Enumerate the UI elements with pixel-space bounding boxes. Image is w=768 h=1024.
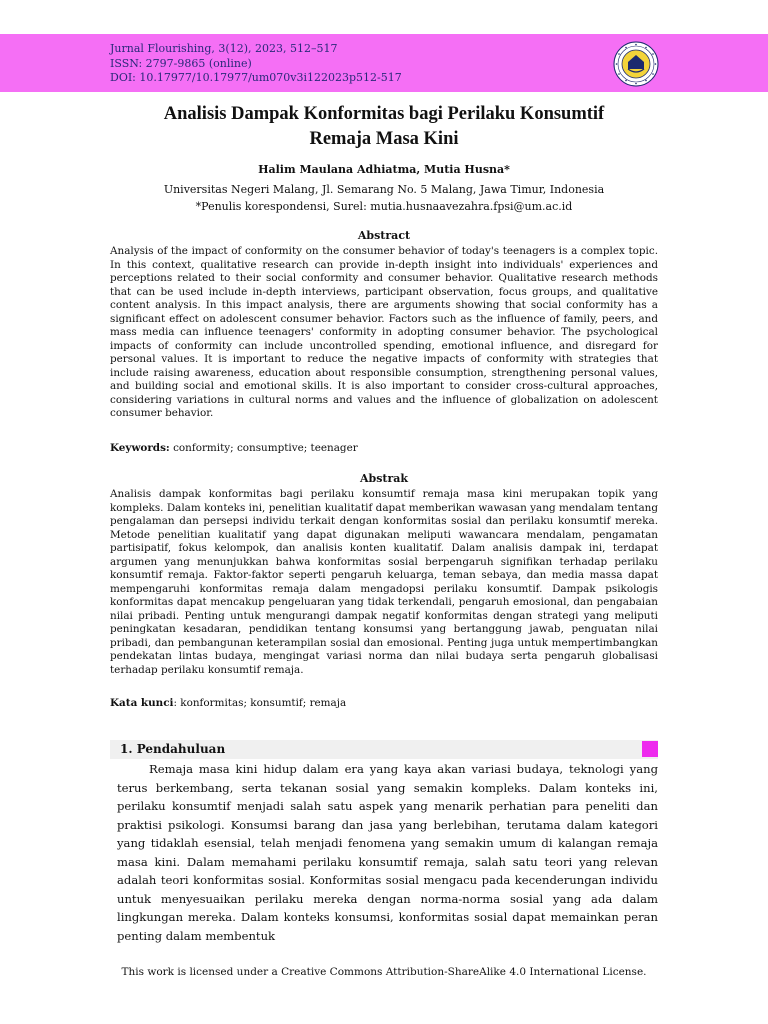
keywords-values: conformity; consumptive; teenager (173, 442, 358, 454)
intro-paragraph: Remaja masa kini hidup dalam era yang kaya akan variasi budaya, teknologi yang terus berkembang, serta tekanan sosial yang semakin kompleks. Dalam konteks ini, perilaku konsumtif menjadi salah satu aspek yang menarik perhatian para peneliti dan praktisi psikologi. Konsumsi barang dan jasa yang berlebihan, terutama dalam kategori yang tidaklah esensial, telah menjadi fenomena yang semakin umum di kalangan remaja masa kini. Dalam memahami perilaku konsumtif remaja, salah satu teori yang relevan adalah teori konformitas sosial. Konformitas sosial mengacu pada kecenderungan individu untuk menyesuaikan perilaku mereka dengan norma-norma sosial yang ada dalam lingkungan mereka. Dalam konteks konsumsi, konformitas sosial dapat memainkan peran penting dalam membentuk (117, 762, 658, 943)
affiliation-block (0, 181, 768, 215)
journal-citation: Jurnal Flourishing, 3(12), 2023, 512–517 (110, 42, 338, 55)
paper-title (0, 102, 768, 152)
paper-title-line-2: Remaja Masa Kini (309, 129, 459, 149)
journal-info (110, 42, 402, 86)
section-heading-pendahuluan: 1. Pendahuluan (120, 742, 226, 756)
affiliation: Universitas Negeri Malang, Jl. Semarang No. 5 Malang, Jawa Timur, Indonesia (163, 183, 605, 196)
authors: Halim Maulana Adhiatma, Mutia Husna* (258, 163, 510, 176)
abstrak-heading: Abstrak (359, 472, 409, 485)
abstract-text: Analysis of the impact of conformity on the consumer behavior of today's teenagers is a complex topic. In this context, qualitative research can provide in-depth insight into individuals' experiences and perceptions related to their social conformity and consumer behavior. Qualitative research methods that can be used include in-depth interviews, participant observation, focus groups, and qualitative content analysis. In this impact analysis, there are arguments showing that social conformity has a significant effect on adolescent consumer behavior. Factors such as the influence of family, peers, and mass media can influence teenagers' conformity in adopting consumer behavior. The psychological impacts of conformity can include uncontrolled spending, emotional influence, and disregard for personal values. It is important to reduce the negative impacts of conformity with strategies that include raising awareness, education about responsible consumption, strengthening personal values, and building social and emotional skills. It is also important to consider cross-cultural approaches, considering variations in cultural norms and values and the influence of globalization on adolescent consumer behavior. (110, 245, 658, 419)
abstrak-text: Analisis dampak konformitas bagi perilaku konsumtif remaja masa kini merupakan topik yang kompleks. Dalam konteks ini, penelitian kualitatif dapat memberikan wawasan yang mendalam tentang pengalaman dan persepsi individu terkait dengan konformitas sosial dan perilaku konsumtif mereka. Metode penelitian kualitatif yang dapat digunakan meliputi wawancara mendalam, pengamatan partisipatif, fokus kelompok, dan analisis konten kualitatif. Dalam analisis dampak ini, terdapat argumen yang menunjukkan bahwa konformitas sosial berpengaruh signifikan terhadap perilaku konsumtif remaja. Faktor-faktor seperti pengaruh keluarga, teman sebaya, dan media massa dapat mempengaruhi konformitas remaja dalam mengadopsi perilaku konsumtif. Dampak psikologis konformitas dapat mencakup pengeluaran yang tidak terkendali, pengaruh emosional, dan pengabaian nilai pribadi. Penting untuk mengurangi dampak negatif konformitas dengan strategi yang meliputi peningkatan kesadaran, pendidikan tentang konsumsi yang bertanggung jawab, penguatan nilai pribadi, dan pembangunan keterampilan sosial dan emosional. Penting juga untuk mempertimbangkan pendekatan lintas budaya, mengingat variasi norma dan nilai budaya serta pengaruh globalisasi terhadap perilaku konsumtif remaja. (110, 488, 658, 676)
keywords-label: Keywords: (110, 442, 170, 454)
paper-title-line-1: Analisis Dampak Konformitas bagi Perilaku Konsumtif (163, 104, 605, 124)
license-footer: This work is licensed under a Creative Commons Attribution-ShareAlike 4.0 International License. (121, 966, 647, 978)
abstract-heading: Abstract (357, 229, 411, 242)
university-seal-icon (613, 41, 659, 87)
journal-header-band (0, 34, 768, 92)
journal-doi: DOI: 10.17977/10.17977/um070v3i122023p512-517 (110, 71, 402, 84)
correspondence: *Penulis korespondensi, Surel: mutia.husnaavezahra.fpsi@um.ac.id (195, 200, 573, 213)
kata-kunci-values: : konformitas; konsumtif; remaja (173, 697, 347, 709)
keywords (110, 442, 358, 454)
kata-kunci-label: Kata kunci (110, 697, 174, 709)
section-heading-bar (110, 740, 658, 759)
kata-kunci (110, 697, 346, 709)
journal-issn: ISSN: 2797-9865 (online) (110, 56, 252, 70)
section-marker (642, 741, 658, 757)
